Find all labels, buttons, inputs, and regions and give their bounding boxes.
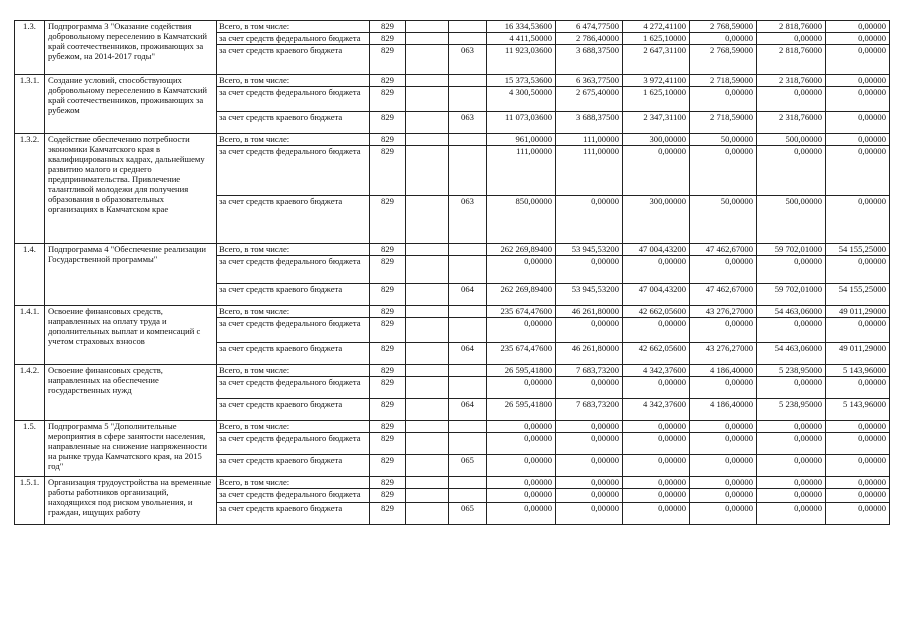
table-row — [15, 365, 890, 377]
amount-cell: 46 261,80000 — [556, 306, 623, 318]
rz-code — [406, 284, 449, 306]
target-code: 064 — [449, 284, 487, 306]
rz-code — [406, 343, 449, 365]
target-code — [449, 256, 487, 284]
amount-cell: 5 143,96000 — [826, 399, 890, 421]
activity-name: Организация трудоустройства на временные работы работников организаций, находящихся под риском увольнения, и граждан, ищущих работу — [45, 477, 217, 525]
funding-source: за счет средств краевого бюджета — [217, 112, 370, 134]
grbs-code: 829 — [370, 112, 406, 134]
amount-cell: 0,00000 — [826, 477, 890, 489]
amount-cell: 0,00000 — [757, 318, 826, 343]
amount-cell: 0,00000 — [623, 503, 690, 525]
grbs-code: 829 — [370, 45, 406, 75]
amount-cell: 0,00000 — [757, 421, 826, 433]
amount-cell: 3 688,37500 — [556, 112, 623, 134]
amount-cell: 0,00000 — [826, 421, 890, 433]
amount-cell: 0,00000 — [826, 318, 890, 343]
row-number: 1.3. — [15, 21, 45, 75]
amount-cell: 53 945,53200 — [556, 244, 623, 256]
amount-cell: 1 625,10000 — [623, 87, 690, 112]
rz-code — [406, 244, 449, 256]
amount-cell: 0,00000 — [556, 455, 623, 477]
amount-cell: 5 238,95000 — [757, 399, 826, 421]
grbs-code: 829 — [370, 489, 406, 503]
grbs-code: 829 — [370, 433, 406, 455]
amount-cell: 42 662,05600 — [623, 306, 690, 318]
target-code — [449, 134, 487, 146]
row-number: 1.3.2. — [15, 134, 45, 244]
amount-cell: 0,00000 — [826, 455, 890, 477]
table-row — [15, 21, 890, 33]
target-code — [449, 433, 487, 455]
grbs-code: 829 — [370, 134, 406, 146]
grbs-code: 829 — [370, 284, 406, 306]
amount-cell: 0,00000 — [690, 489, 757, 503]
grbs-code: 829 — [370, 455, 406, 477]
row-number: 1.4. — [15, 244, 45, 306]
activity-name: Подпрограмма 3 "Оказание содействия добровольному переселению в Камчатский край соотечественников, проживающих за рубежом, на 2014-2017 годы" — [45, 21, 217, 75]
rz-code — [406, 33, 449, 45]
amount-cell: 0,00000 — [623, 146, 690, 196]
rz-code — [406, 399, 449, 421]
target-code: 065 — [449, 503, 487, 525]
grbs-code: 829 — [370, 306, 406, 318]
funding-source: Всего, в том числе: — [217, 75, 370, 87]
amount-cell: 59 702,01000 — [757, 244, 826, 256]
amount-cell: 0,00000 — [690, 33, 757, 45]
amount-cell: 262 269,89400 — [487, 284, 556, 306]
amount-cell: 0,00000 — [487, 455, 556, 477]
amount-cell: 54 463,06000 — [757, 343, 826, 365]
amount-cell: 5 238,95000 — [757, 365, 826, 377]
target-code — [449, 21, 487, 33]
amount-cell: 2 647,31100 — [623, 45, 690, 75]
row-number: 1.3.1. — [15, 75, 45, 134]
amount-cell: 0,00000 — [690, 477, 757, 489]
target-code — [449, 477, 487, 489]
target-code: 063 — [449, 196, 487, 244]
rz-code — [406, 318, 449, 343]
amount-cell: 0,00000 — [826, 21, 890, 33]
table-row — [15, 75, 890, 87]
target-code — [449, 489, 487, 503]
rz-code — [406, 21, 449, 33]
amount-cell: 111,00000 — [556, 146, 623, 196]
target-code — [449, 146, 487, 196]
amount-cell: 500,00000 — [757, 196, 826, 244]
funding-source: за счет средств федерального бюджета — [217, 33, 370, 45]
budget-table — [14, 20, 890, 525]
amount-cell: 47 004,43200 — [623, 284, 690, 306]
grbs-code: 829 — [370, 399, 406, 421]
amount-cell: 2 818,76000 — [757, 21, 826, 33]
amount-cell: 0,00000 — [826, 433, 890, 455]
amount-cell: 0,00000 — [690, 503, 757, 525]
grbs-code: 829 — [370, 343, 406, 365]
target-code: 064 — [449, 399, 487, 421]
amount-cell: 54 463,06000 — [757, 306, 826, 318]
amount-cell: 111,00000 — [556, 134, 623, 146]
amount-cell: 961,00000 — [487, 134, 556, 146]
target-code — [449, 306, 487, 318]
amount-cell: 2 318,76000 — [757, 75, 826, 87]
amount-cell: 15 373,53600 — [487, 75, 556, 87]
amount-cell: 0,00000 — [757, 256, 826, 284]
rz-code — [406, 477, 449, 489]
amount-cell: 2 818,76000 — [757, 45, 826, 75]
amount-cell: 7 683,73200 — [556, 399, 623, 421]
amount-cell: 2 675,40000 — [556, 87, 623, 112]
rz-code — [406, 421, 449, 433]
amount-cell: 0,00000 — [487, 256, 556, 284]
grbs-code: 829 — [370, 377, 406, 399]
amount-cell: 0,00000 — [826, 146, 890, 196]
target-code: 063 — [449, 112, 487, 134]
rz-code — [406, 489, 449, 503]
table-row — [15, 134, 890, 146]
funding-source: за счет средств краевого бюджета — [217, 343, 370, 365]
amount-cell: 850,00000 — [487, 196, 556, 244]
funding-source: за счет средств федерального бюджета — [217, 146, 370, 196]
amount-cell: 0,00000 — [556, 433, 623, 455]
activity-name: Содействие обеспечению потребности экономики Камчатского края в квалифицированных кадрах, дальнейшему развитию малого и среднего предпринимательства. Привлечение талантливой молодежи для получения образования в образовательных организациях в Камчатском крае — [45, 134, 217, 244]
funding-source: за счет средств краевого бюджета — [217, 503, 370, 525]
grbs-code: 829 — [370, 33, 406, 45]
funding-source: Всего, в том числе: — [217, 134, 370, 146]
target-code — [449, 421, 487, 433]
funding-source: за счет средств краевого бюджета — [217, 284, 370, 306]
amount-cell: 262 269,89400 — [487, 244, 556, 256]
amount-cell: 0,00000 — [623, 421, 690, 433]
amount-cell: 2 786,40000 — [556, 33, 623, 45]
amount-cell: 0,00000 — [757, 433, 826, 455]
amount-cell: 0,00000 — [690, 421, 757, 433]
amount-cell: 0,00000 — [826, 112, 890, 134]
grbs-code: 829 — [370, 75, 406, 87]
amount-cell: 43 276,27000 — [690, 343, 757, 365]
grbs-code: 829 — [370, 146, 406, 196]
amount-cell: 0,00000 — [826, 87, 890, 112]
amount-cell: 0,00000 — [487, 377, 556, 399]
amount-cell: 0,00000 — [556, 489, 623, 503]
table-row — [15, 244, 890, 256]
amount-cell: 2 718,59000 — [690, 112, 757, 134]
amount-cell: 46 261,80000 — [556, 343, 623, 365]
grbs-code: 829 — [370, 421, 406, 433]
funding-source: за счет средств федерального бюджета — [217, 87, 370, 112]
amount-cell: 0,00000 — [826, 256, 890, 284]
amount-cell: 49 011,29000 — [826, 306, 890, 318]
amount-cell: 54 155,25000 — [826, 284, 890, 306]
grbs-code: 829 — [370, 365, 406, 377]
amount-cell: 4 272,41100 — [623, 21, 690, 33]
amount-cell: 47 462,67000 — [690, 284, 757, 306]
amount-cell: 0,00000 — [690, 455, 757, 477]
amount-cell: 4 300,50000 — [487, 87, 556, 112]
amount-cell: 0,00000 — [826, 45, 890, 75]
amount-cell: 0,00000 — [757, 489, 826, 503]
amount-cell: 0,00000 — [487, 421, 556, 433]
funding-source: Всего, в том числе: — [217, 421, 370, 433]
amount-cell: 0,00000 — [623, 377, 690, 399]
amount-cell: 0,00000 — [757, 455, 826, 477]
budget-table-body — [15, 21, 890, 525]
grbs-code: 829 — [370, 477, 406, 489]
amount-cell: 0,00000 — [757, 377, 826, 399]
rz-code — [406, 196, 449, 244]
amount-cell: 2 318,76000 — [757, 112, 826, 134]
grbs-code: 829 — [370, 503, 406, 525]
amount-cell: 0,00000 — [556, 256, 623, 284]
amount-cell: 4 342,37600 — [623, 365, 690, 377]
amount-cell: 16 334,53600 — [487, 21, 556, 33]
amount-cell: 54 155,25000 — [826, 244, 890, 256]
amount-cell: 0,00000 — [690, 377, 757, 399]
amount-cell: 47 462,67000 — [690, 244, 757, 256]
amount-cell: 0,00000 — [556, 318, 623, 343]
target-code — [449, 377, 487, 399]
amount-cell: 0,00000 — [826, 75, 890, 87]
activity-name: Создание условий, способствующих добровольному переселению в Камчатский край соотечественников, проживающих за рубежом — [45, 75, 217, 134]
grbs-code: 829 — [370, 256, 406, 284]
rz-code — [406, 112, 449, 134]
amount-cell: 0,00000 — [826, 489, 890, 503]
activity-name: Подпрограмма 5 "Дополнительные мероприятия в сфере занятости населения, направленные на снижение напряженности на рынке труда Камчатского края, на 2015 год" — [45, 421, 217, 477]
amount-cell: 26 595,41800 — [487, 365, 556, 377]
amount-cell: 0,00000 — [623, 455, 690, 477]
amount-cell: 235 674,47600 — [487, 343, 556, 365]
amount-cell: 0,00000 — [690, 256, 757, 284]
amount-cell: 11 073,03600 — [487, 112, 556, 134]
rz-code — [406, 433, 449, 455]
amount-cell: 0,00000 — [623, 256, 690, 284]
amount-cell: 2 347,31100 — [623, 112, 690, 134]
amount-cell: 500,00000 — [757, 134, 826, 146]
amount-cell: 0,00000 — [556, 421, 623, 433]
amount-cell: 4 411,50000 — [487, 33, 556, 45]
amount-cell: 0,00000 — [757, 146, 826, 196]
amount-cell: 0,00000 — [690, 433, 757, 455]
funding-source: Всего, в том числе: — [217, 306, 370, 318]
amount-cell: 300,00000 — [623, 134, 690, 146]
amount-cell: 111,00000 — [487, 146, 556, 196]
rz-code — [406, 377, 449, 399]
amount-cell: 0,00000 — [826, 377, 890, 399]
amount-cell: 42 662,05600 — [623, 343, 690, 365]
amount-cell: 0,00000 — [757, 477, 826, 489]
rz-code — [406, 134, 449, 146]
amount-cell: 49 011,29000 — [826, 343, 890, 365]
amount-cell: 0,00000 — [690, 146, 757, 196]
rz-code — [406, 87, 449, 112]
grbs-code: 829 — [370, 244, 406, 256]
row-number: 1.4.2. — [15, 365, 45, 421]
amount-cell: 0,00000 — [556, 377, 623, 399]
grbs-code: 829 — [370, 87, 406, 112]
funding-source: за счет средств краевого бюджета — [217, 196, 370, 244]
activity-name: Освоение финансовых средств, направленных на обеспечение государственных нужд — [45, 365, 217, 421]
amount-cell: 0,00000 — [487, 489, 556, 503]
table-row — [15, 306, 890, 318]
amount-cell: 0,00000 — [826, 503, 890, 525]
target-code — [449, 75, 487, 87]
funding-source: за счет средств краевого бюджета — [217, 399, 370, 421]
grbs-code: 829 — [370, 196, 406, 244]
amount-cell: 300,00000 — [623, 196, 690, 244]
amount-cell: 0,00000 — [556, 477, 623, 489]
target-code — [449, 318, 487, 343]
amount-cell: 59 702,01000 — [757, 284, 826, 306]
funding-source: за счет средств федерального бюджета — [217, 318, 370, 343]
amount-cell: 0,00000 — [487, 318, 556, 343]
grbs-code: 829 — [370, 21, 406, 33]
row-number: 1.4.1. — [15, 306, 45, 365]
amount-cell: 4 186,40000 — [690, 365, 757, 377]
amount-cell: 11 923,03600 — [487, 45, 556, 75]
grbs-code: 829 — [370, 318, 406, 343]
amount-cell: 50,00000 — [690, 196, 757, 244]
amount-cell: 0,00000 — [826, 134, 890, 146]
amount-cell: 0,00000 — [556, 196, 623, 244]
funding-source: Всего, в том числе: — [217, 244, 370, 256]
amount-cell: 3 972,41100 — [623, 75, 690, 87]
amount-cell: 0,00000 — [690, 87, 757, 112]
amount-cell: 7 683,73200 — [556, 365, 623, 377]
funding-source: за счет средств краевого бюджета — [217, 45, 370, 75]
rz-code — [406, 306, 449, 318]
rz-code — [406, 146, 449, 196]
activity-name: Подпрограмма 4 "Обеспечение реализации Государственной программы" — [45, 244, 217, 306]
funding-source: за счет средств федерального бюджета — [217, 256, 370, 284]
amount-cell: 0,00000 — [757, 503, 826, 525]
amount-cell: 26 595,41800 — [487, 399, 556, 421]
funding-source: Всего, в том числе: — [217, 477, 370, 489]
funding-source: Всего, в том числе: — [217, 21, 370, 33]
amount-cell: 0,00000 — [757, 87, 826, 112]
target-code — [449, 244, 487, 256]
amount-cell: 47 004,43200 — [623, 244, 690, 256]
rz-code — [406, 45, 449, 75]
amount-cell: 0,00000 — [757, 33, 826, 45]
amount-cell: 0,00000 — [556, 503, 623, 525]
funding-source: за счет средств федерального бюджета — [217, 377, 370, 399]
rz-code — [406, 256, 449, 284]
target-code — [449, 87, 487, 112]
target-code: 065 — [449, 455, 487, 477]
rz-code — [406, 75, 449, 87]
amount-cell: 5 143,96000 — [826, 365, 890, 377]
amount-cell: 235 674,47600 — [487, 306, 556, 318]
amount-cell: 0,00000 — [623, 433, 690, 455]
amount-cell: 2 768,59000 — [690, 21, 757, 33]
amount-cell: 4 186,40000 — [690, 399, 757, 421]
amount-cell: 43 276,27000 — [690, 306, 757, 318]
amount-cell: 0,00000 — [826, 196, 890, 244]
target-code: 063 — [449, 45, 487, 75]
rz-code — [406, 503, 449, 525]
amount-cell: 0,00000 — [623, 477, 690, 489]
target-code — [449, 33, 487, 45]
amount-cell: 1 625,10000 — [623, 33, 690, 45]
amount-cell: 0,00000 — [487, 477, 556, 489]
amount-cell: 6 474,77500 — [556, 21, 623, 33]
funding-source: Всего, в том числе: — [217, 365, 370, 377]
amount-cell: 4 342,37600 — [623, 399, 690, 421]
funding-source: за счет средств федерального бюджета — [217, 489, 370, 503]
rz-code — [406, 365, 449, 377]
amount-cell: 0,00000 — [623, 489, 690, 503]
table-row — [15, 477, 890, 489]
target-code — [449, 365, 487, 377]
activity-name: Освоение финансовых средств, направленных на оплату труда и дополнительных выплат и компенсаций с учетом страховых взносов — [45, 306, 217, 365]
budget-table-sheet — [14, 20, 890, 525]
amount-cell: 0,00000 — [623, 318, 690, 343]
funding-source: за счет средств краевого бюджета — [217, 455, 370, 477]
amount-cell: 0,00000 — [690, 318, 757, 343]
amount-cell: 2 718,59000 — [690, 75, 757, 87]
amount-cell: 53 945,53200 — [556, 284, 623, 306]
amount-cell: 2 768,59000 — [690, 45, 757, 75]
target-code: 064 — [449, 343, 487, 365]
amount-cell: 0,00000 — [826, 33, 890, 45]
rz-code — [406, 455, 449, 477]
amount-cell: 0,00000 — [487, 503, 556, 525]
row-number: 1.5. — [15, 421, 45, 477]
table-row — [15, 421, 890, 433]
amount-cell: 3 688,37500 — [556, 45, 623, 75]
amount-cell: 0,00000 — [487, 433, 556, 455]
amount-cell: 6 363,77500 — [556, 75, 623, 87]
row-number: 1.5.1. — [15, 477, 45, 525]
funding-source: за счет средств федерального бюджета — [217, 433, 370, 455]
amount-cell: 50,00000 — [690, 134, 757, 146]
